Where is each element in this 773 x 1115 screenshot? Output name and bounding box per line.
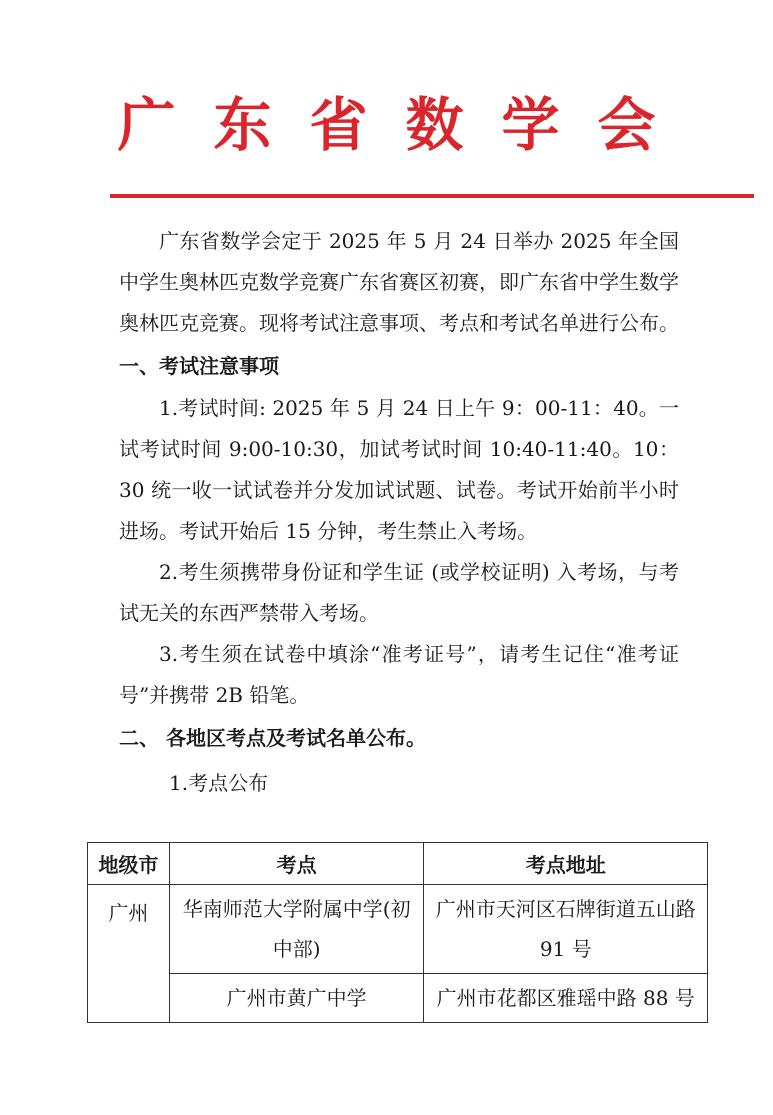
letterhead-rule xyxy=(110,194,754,198)
header-city: 地级市 xyxy=(88,843,170,885)
notice-item-3: 3.考生须在试卷中填涂“准考证号”，请考生记住“准考证号”并携带 2B 铅笔。 xyxy=(119,642,679,707)
header-site: 考点 xyxy=(169,843,424,885)
notice-item-2: 2.考生须携带身份证和学生证 (或学校证明) 入考场，与考试无关的东西严禁带入考场。 xyxy=(119,560,679,625)
cell-site: 广州市黄广中学 xyxy=(169,974,424,1023)
header-address: 考点地址 xyxy=(424,843,708,885)
table-row xyxy=(88,974,708,1023)
table-header-row xyxy=(88,843,708,885)
document-body xyxy=(119,221,679,806)
cell-address: 广州市天河区石牌街道五山路 91 号 xyxy=(424,885,708,974)
table-row xyxy=(88,885,708,974)
section-1-heading: 一、考试注意事项 xyxy=(119,354,279,378)
section-2-subheading: 1.考点公布 xyxy=(169,771,269,795)
exam-site-table xyxy=(87,842,708,1023)
notice-item-1: 1.考试时间: 2025 年 5 月 24 日上午 9：00-11：40。一试考试时间 9:00-10:30，加试考试时间 10:40-11:40。10：30 统一收一试试卷并分发加试试题、试卷。考试开始前半小时进场。考试开始后 15 分钟，考生禁止入考场。 xyxy=(119,396,679,543)
cell-city: 广州 xyxy=(88,885,170,1023)
letterhead-title: 广东省数学会 xyxy=(117,91,694,159)
cell-site: 华南师范大学附属中学(初中部) xyxy=(169,885,424,974)
section-2-heading: 二、 各地区考点及考试名单公布。 xyxy=(119,726,426,750)
intro-paragraph: 广东省数学会定于 2025 年 5 月 24 日举办 2025 年全国中学生奥林匹克数学竞赛广东省赛区初赛，即广东省中学生数学奥林匹克竞赛。现将考试注意事项、考点和考试名单进行公布。 xyxy=(119,229,679,335)
cell-address: 广州市花都区雅瑶中路 88 号 xyxy=(424,974,708,1023)
